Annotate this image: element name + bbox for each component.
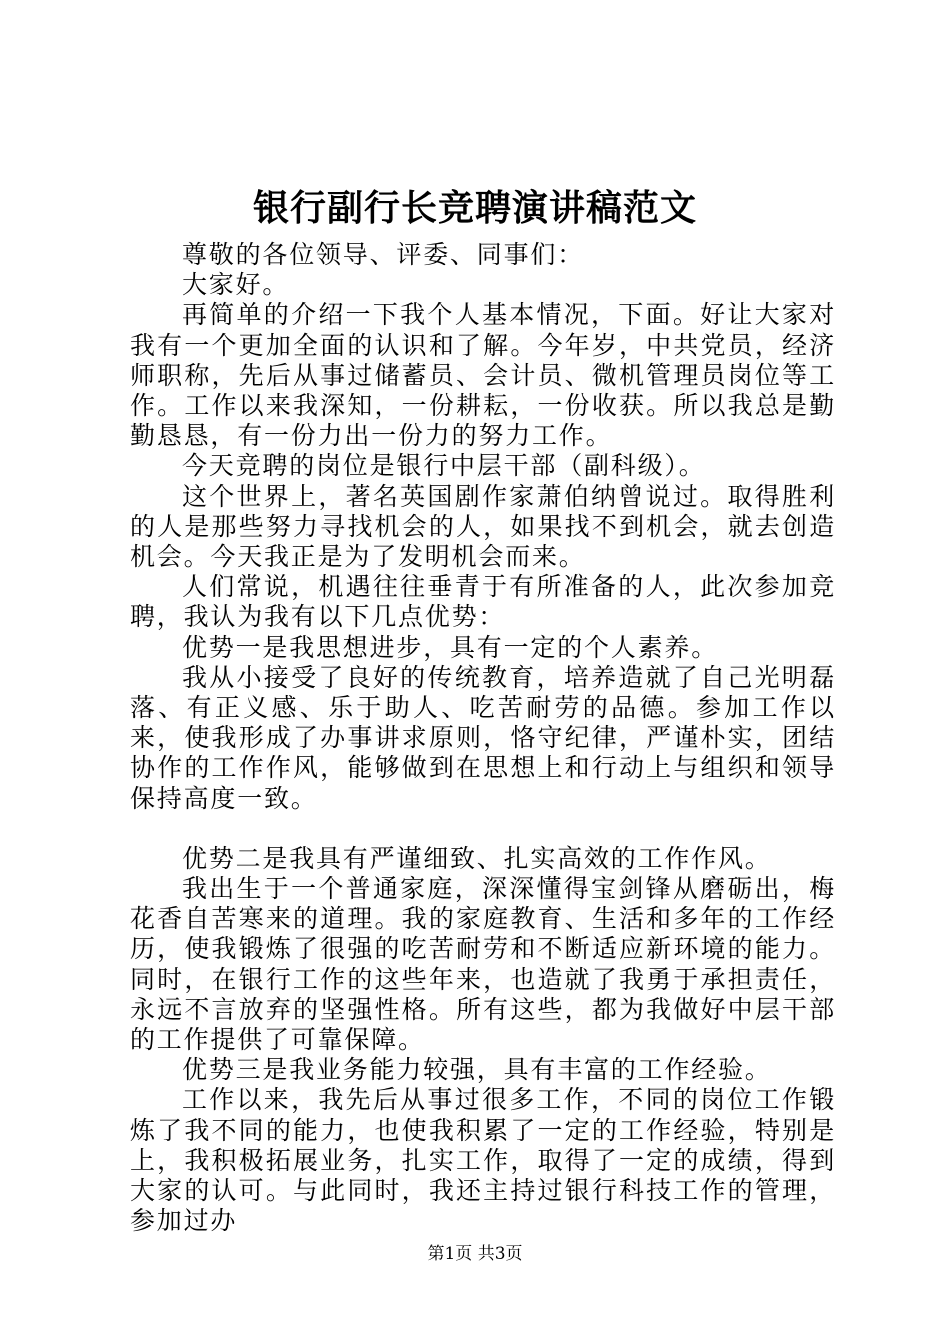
paragraph-position: 今天竞聘的岗位是银行中层干部（副科级）。	[182, 451, 706, 481]
paragraph-advantage-three-detail: 工作以来，我先后从事过很多工作，不同的岗位工作锻炼了我不同的能力，也使我积累了一定的工作经验，特别是上，我积极拓展业务，扎实工作，取得了一定的成绩，得到大家的认可。与此同时，我还主持过银行科技工作的管理，参加过办	[130, 1085, 836, 1236]
paragraph-advantage-one: 优势一是我思想进步，具有一定的个人素养。	[182, 632, 719, 662]
paragraph-greeting: 尊敬的各位领导、评委、同事们：	[182, 240, 585, 269]
page-number-footer: 第1页 共3页	[427, 1244, 523, 1264]
paragraph-advantages-intro: 人们常说，机遇往往垂青于有所准备的人，此次参加竞聘，我认为我有以下几点优势：	[130, 572, 836, 632]
paragraph-advantage-one-detail: 我从小接受了良好的传统教育，培养造就了自己光明磊落、有正义感、乐于助人、吃苦耐劳的品德。参加工作以来，使我形成了办事讲求原则，恪守纪律，严谨朴实，团结协作的工作作风，能够做到在思想上和行动上与组织和领导保持高度一致。	[130, 662, 836, 813]
paragraph-hello: 大家好。	[182, 270, 290, 300]
paragraph-advantage-three: 优势三是我业务能力较强，具有丰富的工作经验。	[182, 1055, 772, 1085]
document-body	[130, 240, 836, 1237]
document-title: 银行副行长竞聘演讲稿范文	[252, 187, 697, 229]
paragraph-advantage-two: 优势二是我具有严谨细致、扎实高效的工作作风。	[182, 843, 772, 873]
paragraph-quote: 这个世界上，著名英国剧作家萧伯纳曾说过。取得胜利的人是那些努力寻找机会的人，如果找不到机会，就去创造机会。今天我正是为了发明机会而来。	[130, 481, 836, 572]
paragraph-advantage-two-detail: 我出生于一个普通家庭，深深懂得宝剑锋从磨砺出，梅花香自苦寒来的道理。我的家庭教育、生活和多年的工作经历，使我锻炼了很强的吃苦耐劳和不断适应新环境的能力。同时，在银行工作的这些年来，也造就了我勇于承担责任，永远不言放弃的坚强性格。所有这些，都为我做好中层干部的工作提供了可靠保障。	[130, 874, 836, 1055]
paragraph-self-intro: 再简单的介绍一下我个人基本情况，下面。好让大家对我有一个更加全面的认识和了解。今年岁，中共党员，经济师职称，先后从事过储蓄员、会计员、微机管理员岗位等工作。工作以来我深知，一份耕耘，一份收获。所以我总是勤勤恳恳，有一份力出一份力的努力工作。	[130, 300, 836, 451]
